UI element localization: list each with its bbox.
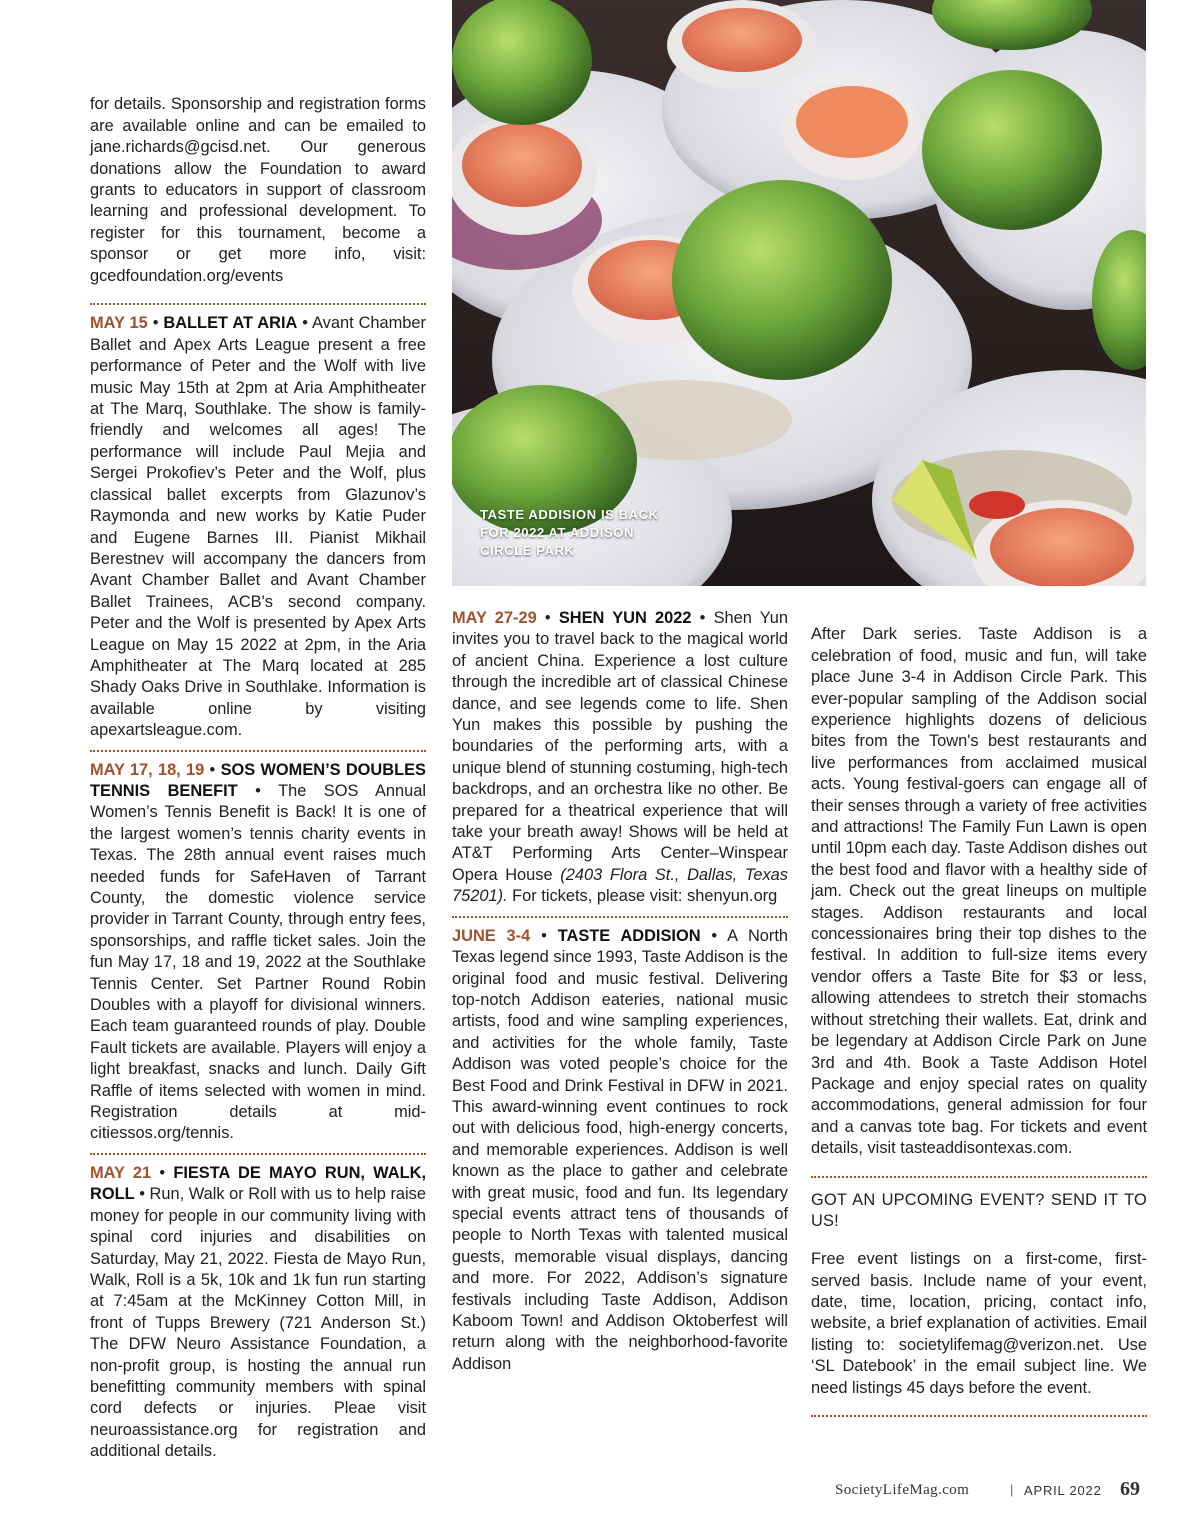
event-body: Avant Chamber Ballet and Apex Arts League present a free performance of Peter and the Wolf with live music May 15th at 2pm at Aria Amphitheater at The Marq, Southlake. The show is family-friendly and welcomes all ages! The performance will include Paul Mejia and Sergei Prokofiev’s Peter and the Wolf, plus classical ballet excerpts from Glazunov’s Raymonda and new works by Katie Puder and Eugene Barnes III. Pianist Mikhail Berestnev will accompany the dancers from Avant Chamber Ballet and Avant Chamber Ballet Trainees, ACB's second company. Peter and the Wolf is presented by Apex Arts League on May 15 2022 at 2pm, in the Aria Amphitheater at The Marq located at 285 Shady Oaks Drive in Southlake. Information is available online by visiting apexartsleague.com. <box>90 314 426 740</box>
event-title: FIESTA DE MAYO RUN, WALK, ROLL <box>90 1163 426 1204</box>
event-entry-tennis <box>90 760 426 1145</box>
footer-separator: | <box>1010 1482 1014 1497</box>
bullet-separator: • <box>544 609 551 627</box>
event-address: (2403 Flora St., Dallas, Texas 75201). <box>452 865 788 906</box>
column-right <box>811 608 1147 1425</box>
submit-event-body: Free event listings on a first-come, first-served basis. Include name of your event, date, time, location, pricing, contact info, website, a brief explanation of activities. Email listing to: societylifemag@verizon.net. Use ‘SL Datebook’ in the email subject line. We need listings 45 days before the event. <box>811 1250 1147 1397</box>
event-date: MAY 27-29 <box>452 609 537 627</box>
event-date: MAY 21 <box>90 1163 152 1182</box>
bullet-separator: • <box>699 609 706 627</box>
food-photo <box>452 0 1146 586</box>
event-date: MAY 17, 18, 19 <box>90 760 205 779</box>
bullet-separator: • <box>159 1163 166 1182</box>
event-entry-taste-addison <box>452 926 788 1376</box>
bullet-separator: • <box>302 314 309 333</box>
event-body-continued: After Dark series. Taste Addison is a celebration of food, music and fun, will take place June 3-4 in Addison Circle Park. This ever-popular sampling of the Addison social experience highlights dozens of delicious bites from the Town's best restaurants and live performances from acclaimed musical acts. Young festival-goers can engage all of their senses through a variety of free activities and attractions! The Family Fun Lawn is open until 10pm each day. Taste Addison dishes out the best food and flavor with a healthy side of jam. Check out the great lineups on multiple stages. Addison restaurants and local concessionaires bring their top dishes to the festival. In addition to full-size items every vendor offers a Taste Bite for $3 or less, allowing attendees to stretch their stomachs without stretching their wallets. Eat, drink and be legendary at Addison Circle Park on June 3rd and 4th. Book a Taste Addison Hotel Package and enjoy special rates on quality accommodations, general admission for four and a canvas tote bag. For tickets and event details, visit tasteaddisontexas.com. <box>811 625 1147 1158</box>
intro-paragraph: for details. Sponsorship and registration forms are available online and can be emailed to jane.richards@gcisd.net. Our generous donations allow the Foundation to award grants to educators in support of classroom learning and professional development. To register for this tournament, become a sponsor or get more info, visit: gcedfoundation.org/events <box>90 95 426 285</box>
event-date: MAY 15 <box>90 314 148 333</box>
bullet-separator: • <box>152 314 159 333</box>
photo-caption: TASTE ADDISION IS BACK FOR 2022 AT ADDISON CIRCLE PARK <box>480 507 659 558</box>
dotted-divider <box>811 1176 1147 1178</box>
event-date: JUNE 3-4 <box>452 926 531 945</box>
event-body: Run, Walk or Roll with us to help raise money for people in our community living with spinal cord injuries and disabilities on Saturday, May 21, 2022. Fiesta de Mayo Run, Walk, Roll is a 5k, 10k and 1k fun run starting at 7:45am at the McKinney Cotton Mill, in front of Tupps Brewery (721 Anderson St.) The DFW Neuro Assistance Foundation, a non-profit group, is hosting the annual run benefitting community members with spinal cord defects or injuries. Pleae visit neuroassistance.org for registration and additional details. <box>90 1185 426 1461</box>
bullet-separator: • <box>209 760 216 779</box>
dotted-divider <box>90 1153 426 1155</box>
event-body: A North Texas legend since 1993, Taste Addison is the original food and music festival. Delivering top-notch Addison eateries, national music artists, food and wine sampling experiences, and activities for the whole family, Taste Addison was voted people’s choice for the Best Food and Drink Festival in DFW in 2021. This award-winning event continues to rock out with delicious food, high-energy concerts, and memorable experiences. Addison is well known as the place to gather and celebrate with great music, food and fun. Its legendary special events attract tens of thousands of people to North Texas with talented musical guests, memorable visual displays, dancing and more. For 2022, Addison’s signature festivals including Taste Addison, Addison Kaboom Town! and Addison Oktoberfest will return along with the neighborhood-favorite Addison <box>452 926 789 1373</box>
bullet-separator: • <box>255 781 261 800</box>
footer-issue: APRIL 2022 <box>1024 1483 1102 1498</box>
footer-site: SocietyLifeMag.com <box>835 1482 970 1498</box>
event-title: SHEN YUN 2022 <box>558 609 692 627</box>
event-entry-shenyun <box>452 608 788 908</box>
submit-event-heading: GOT AN UPCOMING EVENT? SEND IT TO US! <box>811 1190 1147 1231</box>
bullet-separator: • <box>541 926 547 945</box>
event-title: BALLET AT ARIA <box>163 314 298 333</box>
food-photo-illustration <box>452 0 1146 586</box>
event-body: Shen Yun invites you to travel back to the magical world of ancient China. Experience a lost culture through the incredible art of classical Chinese dance, and see legends come to life. Shen Yun makes this possible by pushing the boundaries of the performing arts, with a unique blend of stunning costuming, high-tech backdrops, and an orchestra like no other. Be prepared for a theatrical experience that will take your breath away! Shows will be held at AT&T Performing Arts Center–Winspear Opera House <box>452 609 788 884</box>
dotted-divider <box>90 750 426 752</box>
event-entry-fiesta <box>90 1163 426 1463</box>
event-tickets: For tickets, please visit: shenyun.org <box>512 887 778 906</box>
column-middle <box>452 608 788 1375</box>
event-body: The SOS Annual Women’s Tennis Benefit is Back! It is one of the largest women’s tennis charity events in Texas. The 28th annual event raises much needed funds for SafeHaven of Tarrant County, the domestic violence service provider in Tarrant County, through entry fees, sponsorships, and raffle ticket sales. Join the fun May 17, 18 and 19, 2022 at the Southlake Tennis Center. Set Partner Round Robin Doubles with a playoff for divisional winners. Each team guaranteed rounds of play. Double Fault tickets are available. Players will enjoy a light breakfast, snacks and lunch. Daily Gift Raffle of items selected with women in mind. Registration details at mid-citiessos.org/tennis. <box>90 781 426 1143</box>
column-left <box>90 78 426 1463</box>
dotted-divider <box>452 916 788 918</box>
bullet-separator: • <box>711 926 718 945</box>
page-footer <box>835 1478 1147 1502</box>
dotted-divider <box>811 1415 1147 1417</box>
page-number: 69 <box>1120 1478 1140 1500</box>
event-title: TASTE ADDISION <box>557 926 701 945</box>
event-title: SOS WOMEN’S DOUBLES TENNIS BENEFIT <box>90 760 426 800</box>
bullet-separator: • <box>139 1185 145 1204</box>
dotted-divider <box>90 303 426 305</box>
event-entry-ballet <box>90 313 426 741</box>
